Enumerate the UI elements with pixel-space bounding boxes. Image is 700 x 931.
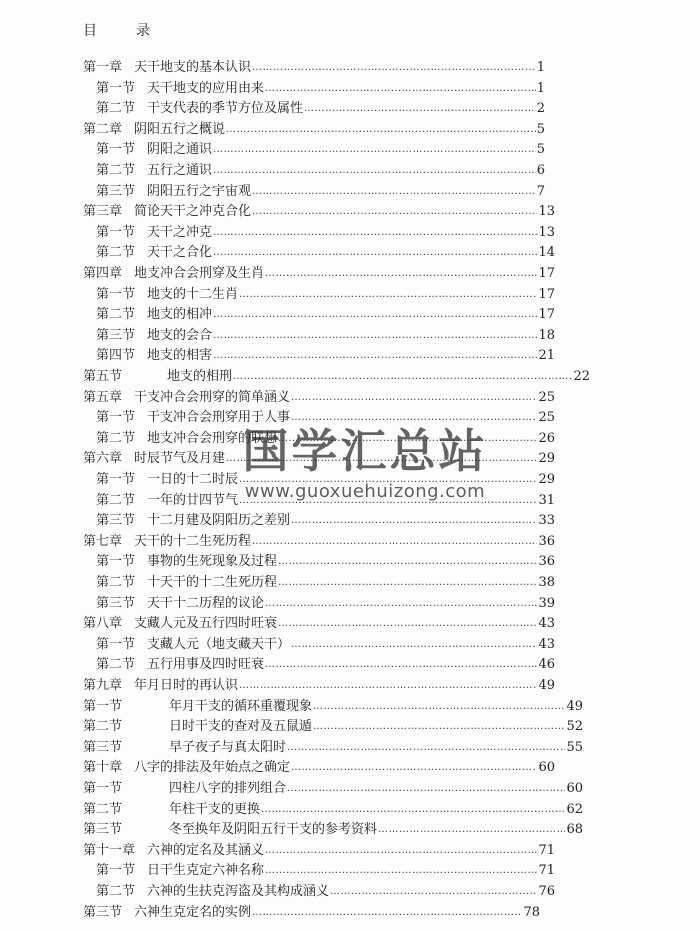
toc-entry-label bbox=[83, 779, 286, 799]
toc-entry-number: 第二节 bbox=[96, 884, 136, 899]
toc-leader-dots bbox=[213, 243, 537, 263]
toc-entry[interactable] bbox=[96, 573, 555, 593]
toc-entry-title: 时辰节气及月建 bbox=[134, 451, 226, 466]
toc-entry-title: 年月干支的循环重覆现象 bbox=[169, 699, 313, 714]
toc-entry-number: 第二节 bbox=[96, 307, 136, 322]
toc-leader-dots bbox=[265, 594, 537, 614]
toc-entry-page: 55 bbox=[566, 740, 583, 755]
watermark-url: www.guoxuehuizong.com bbox=[244, 481, 486, 502]
toc-entry[interactable] bbox=[96, 511, 555, 531]
toc-entry-title: 地支冲合会刑穿的联想 bbox=[147, 431, 278, 446]
toc-entry-page: 46 bbox=[538, 657, 555, 672]
toc-entry-title: 支藏人元（地支藏天干） bbox=[147, 637, 291, 652]
toc-entry-label bbox=[96, 99, 303, 119]
toc-entry[interactable] bbox=[96, 408, 555, 428]
toc-entry-label bbox=[83, 841, 264, 861]
toc-entry-page: 17 bbox=[538, 307, 555, 322]
toc-leader-dots bbox=[265, 841, 537, 861]
toc-entry[interactable] bbox=[83, 697, 583, 717]
toc-entry-number: 第一节 bbox=[96, 81, 136, 96]
toc-entry-title: 六神的定名及其涵义 bbox=[147, 843, 265, 858]
toc-entry-label bbox=[96, 305, 212, 325]
toc-entry-page: 25 bbox=[538, 390, 555, 405]
toc-entry[interactable] bbox=[83, 903, 540, 923]
toc-leader-dots bbox=[226, 120, 536, 140]
toc-entry-title: 天干的十二生死历程 bbox=[134, 534, 252, 549]
toc-entry-page: 2 bbox=[536, 101, 545, 116]
toc-entry-page: 1 bbox=[536, 81, 545, 96]
toc-entry-title: 四柱八字的排列组合 bbox=[169, 781, 287, 796]
toc-entry-label bbox=[96, 511, 290, 531]
toc-entry-label bbox=[83, 58, 251, 78]
toc-entry-label bbox=[83, 717, 312, 737]
toc-entry[interactable] bbox=[96, 882, 555, 902]
toc-leader-dots bbox=[252, 182, 536, 202]
toc-entry-number: 第一节 bbox=[96, 142, 136, 157]
toc-leader-dots bbox=[330, 882, 537, 902]
toc-entry-page: 14 bbox=[538, 245, 555, 260]
toc-entry-number: 第二节 bbox=[96, 245, 136, 260]
toc-entry-label bbox=[83, 264, 264, 284]
toc-entry[interactable] bbox=[96, 346, 555, 366]
toc-entry-label bbox=[83, 903, 251, 923]
toc-entry-label bbox=[83, 202, 251, 222]
toc-entry-page: 36 bbox=[538, 554, 555, 569]
toc-entry[interactable] bbox=[96, 99, 545, 119]
toc-entry-label bbox=[83, 120, 225, 140]
toc-entry-number: 第三节 bbox=[96, 328, 136, 343]
toc-entry-title: 早子夜子与真太阳时 bbox=[169, 740, 287, 755]
toc-heading bbox=[83, 20, 151, 40]
toc-entry-page: 29 bbox=[538, 451, 555, 466]
toc-entry[interactable] bbox=[96, 552, 555, 572]
toc-leader-dots bbox=[252, 202, 537, 222]
toc-entry-title: 一日的十二时辰 bbox=[147, 472, 239, 487]
toc-entry-number: 第十章 bbox=[83, 760, 123, 775]
toc-entry-number: 第一节 bbox=[96, 410, 136, 425]
toc-entry-page: 13 bbox=[538, 225, 555, 240]
toc-entry-number: 第三节 bbox=[96, 513, 136, 528]
toc-entry-title: 天干地支的应用由来 bbox=[147, 81, 265, 96]
toc-entry-number: 第三节 bbox=[96, 596, 136, 611]
toc-entry[interactable] bbox=[83, 717, 583, 737]
toc-entry-label bbox=[83, 800, 260, 820]
toc-entry-page: 71 bbox=[538, 843, 555, 858]
toc-entry-label bbox=[96, 470, 238, 490]
toc-entry-label bbox=[83, 820, 377, 840]
toc-entry-label bbox=[83, 614, 277, 634]
toc-entry-title: 冬至换年及阴阳五行干支的参考资料 bbox=[169, 822, 378, 837]
toc-entry[interactable] bbox=[83, 202, 555, 222]
toc-leader-dots bbox=[252, 903, 522, 923]
toc-leader-dots bbox=[313, 717, 565, 737]
toc-entry[interactable] bbox=[96, 223, 555, 243]
toc-entry-number: 第六章 bbox=[83, 451, 123, 466]
toc-leader-dots bbox=[213, 346, 537, 366]
toc-entry[interactable] bbox=[83, 841, 555, 861]
toc-entry-title: 十天干的十二生死历程 bbox=[147, 575, 278, 590]
toc-entry-number: 第二节 bbox=[83, 802, 123, 817]
toc-entry-title: 年柱干支的更换 bbox=[169, 802, 261, 817]
toc-entry-page: 49 bbox=[566, 699, 583, 714]
toc-entry-page: 26 bbox=[538, 431, 555, 446]
toc-entry-label bbox=[83, 388, 290, 408]
toc-entry-page: 39 bbox=[538, 596, 555, 611]
toc-entry[interactable] bbox=[96, 326, 555, 346]
toc-entry[interactable] bbox=[96, 429, 555, 449]
toc-leader-dots bbox=[239, 676, 537, 696]
toc-entry-title: 日时干支的查对及五鼠遁 bbox=[169, 719, 313, 734]
toc-leader-dots bbox=[265, 655, 537, 675]
toc-entry-title: 日干生克定六神名称 bbox=[147, 863, 265, 878]
toc-leader-dots bbox=[287, 738, 565, 758]
toc-entry[interactable] bbox=[96, 79, 545, 99]
toc-entry-page: 1 bbox=[536, 60, 545, 75]
toc-leader-dots bbox=[252, 532, 537, 552]
toc-leader-dots bbox=[213, 326, 537, 346]
toc-entry-number: 第二节 bbox=[96, 493, 136, 508]
toc-entry-number: 第一节 bbox=[96, 225, 136, 240]
toc-entry-label bbox=[96, 573, 277, 593]
toc-entry-title: 简论天干之冲克合化 bbox=[134, 204, 252, 219]
toc-entry-label bbox=[96, 161, 212, 181]
toc-entry[interactable] bbox=[83, 449, 555, 469]
toc-entry[interactable] bbox=[96, 594, 555, 614]
toc-entry-page: 5 bbox=[536, 122, 545, 137]
toc-entry-label bbox=[83, 449, 225, 469]
toc-entry-label bbox=[83, 367, 232, 387]
toc-entry-number: 第一节 bbox=[96, 554, 136, 569]
toc-entry-page: 7 bbox=[536, 184, 545, 199]
toc-entry-number: 第七章 bbox=[83, 534, 123, 549]
toc-leader-dots bbox=[265, 861, 537, 881]
toc-entry-title: 十二月建及阴阳历之差别 bbox=[147, 513, 291, 528]
toc-entry-title: 干支冲合会刑穿的简单涵义 bbox=[134, 390, 291, 405]
toc-entry-title: 事物的生死现象及过程 bbox=[147, 554, 278, 569]
toc-entry-number: 第二节 bbox=[96, 657, 136, 672]
toc-entry-number: 第二节 bbox=[83, 719, 123, 734]
toc-entry-title: 五行用事及四时旺衰 bbox=[147, 657, 265, 672]
toc-entry-page: 13 bbox=[538, 204, 555, 219]
toc-leader-dots bbox=[291, 388, 537, 408]
toc-entry-number: 第一节 bbox=[83, 699, 123, 714]
toc-entry-number: 第一节 bbox=[96, 863, 136, 878]
toc-entry[interactable] bbox=[96, 182, 545, 202]
toc-leader-dots bbox=[291, 408, 537, 428]
toc-entry-title: 地支的相害 bbox=[147, 348, 213, 363]
toc-entry[interactable] bbox=[96, 243, 555, 263]
toc-entry-page: 43 bbox=[538, 616, 555, 631]
toc-entry-number: 第三节 bbox=[83, 905, 123, 920]
toc-entry[interactable] bbox=[83, 758, 555, 778]
toc-leader-dots bbox=[239, 285, 537, 305]
toc-leader-dots bbox=[239, 470, 537, 490]
toc-leader-dots bbox=[304, 99, 536, 119]
toc-entry-number: 第五章 bbox=[83, 390, 123, 405]
toc-leader-dots bbox=[265, 79, 536, 99]
toc-entry-number: 第一节 bbox=[96, 637, 136, 652]
toc-entry[interactable] bbox=[83, 532, 555, 552]
toc-entry-title: 天干之冲克 bbox=[147, 225, 213, 240]
toc-entry-title: 八字的排法及年始点之确定 bbox=[134, 760, 291, 775]
toc-entry-page: 17 bbox=[538, 287, 555, 302]
toc-entry-page: 36 bbox=[538, 534, 555, 549]
toc-entry[interactable] bbox=[96, 861, 555, 881]
toc-entry-label bbox=[96, 552, 277, 572]
toc-leader-dots bbox=[213, 305, 537, 325]
toc-entry-label bbox=[96, 655, 264, 675]
toc-entry[interactable] bbox=[96, 470, 555, 490]
toc-entry-title: 五行之通识 bbox=[147, 163, 213, 178]
toc-leader-dots bbox=[291, 635, 537, 655]
toc-leader-dots bbox=[239, 491, 537, 511]
toc-entry-label bbox=[96, 346, 212, 366]
toc-entry-page: 52 bbox=[566, 719, 583, 734]
toc-leader-dots bbox=[291, 758, 537, 778]
toc-entry-number: 第二节 bbox=[96, 575, 136, 590]
toc-entry-number: 第二章 bbox=[83, 122, 123, 137]
toc-entry-label bbox=[96, 408, 290, 428]
toc-leader-dots bbox=[287, 779, 565, 799]
toc-entry-page: 17 bbox=[538, 266, 555, 281]
toc-entry-title: 阴阳五行之概说 bbox=[134, 122, 226, 137]
toc-entry-number: 第八章 bbox=[83, 616, 123, 631]
toc-leader-dots bbox=[291, 511, 537, 531]
toc-entry[interactable] bbox=[83, 800, 583, 820]
toc-entry-title: 一年的廿四节气 bbox=[147, 493, 239, 508]
toc-entry-page: 33 bbox=[538, 513, 555, 528]
toc-entry-number: 第三节 bbox=[83, 740, 123, 755]
toc-entry[interactable] bbox=[83, 367, 590, 387]
toc-leader-dots bbox=[378, 820, 565, 840]
toc-entry[interactable] bbox=[96, 655, 555, 675]
toc-entry-label bbox=[83, 738, 286, 758]
toc-entry[interactable] bbox=[83, 820, 583, 840]
toc-leader-dots bbox=[278, 552, 537, 572]
toc-leader-dots bbox=[213, 161, 536, 181]
toc-entry[interactable] bbox=[96, 161, 545, 181]
toc-entry-page: 62 bbox=[566, 802, 583, 817]
toc-entry-label bbox=[96, 182, 251, 202]
toc-leader-dots bbox=[265, 264, 537, 284]
toc-entry-title: 阴阳之通识 bbox=[147, 142, 213, 157]
toc-leader-dots bbox=[278, 429, 537, 449]
toc-entry-number: 第九章 bbox=[83, 678, 123, 693]
toc-entry-page: 76 bbox=[538, 884, 555, 899]
toc-heading-part1: 目 bbox=[83, 23, 98, 39]
toc-entry[interactable] bbox=[83, 738, 583, 758]
toc-leader-dots bbox=[278, 614, 537, 634]
toc-entry-label bbox=[96, 223, 212, 243]
toc-entry-title: 干支代表的季节方位及属性 bbox=[147, 101, 304, 116]
toc-entry[interactable] bbox=[83, 614, 555, 634]
toc-entry-number: 第四节 bbox=[96, 348, 136, 363]
toc-entry-label bbox=[83, 532, 251, 552]
toc-entry-page: 43 bbox=[538, 637, 555, 652]
toc-leader-dots bbox=[213, 223, 537, 243]
toc-entry-label bbox=[83, 758, 290, 778]
toc-entry[interactable] bbox=[96, 305, 555, 325]
toc-leader-dots bbox=[226, 449, 537, 469]
toc-entry-title: 年月日时的再认识 bbox=[134, 678, 239, 693]
toc-entry-page: 5 bbox=[536, 142, 545, 157]
toc-leader-dots bbox=[213, 140, 536, 160]
toc-entry-title: 干支冲合会刑穿用于人事 bbox=[147, 410, 291, 425]
toc-entry[interactable] bbox=[96, 635, 555, 655]
toc-entry[interactable] bbox=[96, 491, 555, 511]
toc-entry[interactable] bbox=[83, 388, 555, 408]
toc-entry-number: 第一节 bbox=[96, 472, 136, 487]
toc-entry-number: 第五节 bbox=[83, 369, 123, 384]
toc-entry-title: 地支冲合会刑穿及生肖 bbox=[134, 266, 265, 281]
toc-entry-page: 6 bbox=[536, 163, 545, 178]
toc-entry-label bbox=[96, 79, 264, 99]
toc-entry-page: 68 bbox=[566, 822, 583, 837]
toc-entry-number: 第一节 bbox=[96, 287, 136, 302]
toc-entry-page: 60 bbox=[538, 760, 555, 775]
toc-entry[interactable] bbox=[96, 285, 555, 305]
toc-leader-dots bbox=[252, 58, 536, 78]
toc-entry-label bbox=[96, 861, 264, 881]
toc-entry-number: 第一章 bbox=[83, 60, 123, 75]
toc-entry-label bbox=[96, 882, 329, 902]
toc-entry[interactable] bbox=[96, 140, 545, 160]
toc-entry[interactable] bbox=[83, 779, 583, 799]
toc-entry-number: 第三章 bbox=[83, 204, 123, 219]
toc-entry-number: 第二节 bbox=[96, 101, 136, 116]
toc-entry-page: 29 bbox=[538, 472, 555, 487]
toc-entry-page: 21 bbox=[538, 348, 555, 363]
toc-entry-label bbox=[96, 243, 212, 263]
toc-entry-page: 22 bbox=[573, 369, 590, 384]
toc-entry[interactable] bbox=[83, 676, 555, 696]
toc-entry-label bbox=[96, 429, 277, 449]
toc-entry-number: 第三节 bbox=[96, 184, 136, 199]
toc-entry-title: 天干十二历程的议论 bbox=[147, 596, 265, 611]
toc-entry-title: 六神生克定名的实例 bbox=[134, 905, 252, 920]
toc-entry-number: 第四章 bbox=[83, 266, 123, 281]
toc-entry-number: 第二节 bbox=[96, 431, 136, 446]
toc-entry[interactable] bbox=[83, 264, 555, 284]
toc-entry-label bbox=[96, 594, 264, 614]
toc-entry-label bbox=[96, 140, 212, 160]
toc-entry-page: 31 bbox=[538, 493, 555, 508]
toc-entry-title: 地支的会合 bbox=[147, 328, 213, 343]
toc-leader-dots bbox=[278, 573, 537, 593]
toc-entry-title: 支藏人元及五行四时旺衰 bbox=[134, 616, 278, 631]
toc-heading-part2: 录 bbox=[136, 23, 151, 39]
toc-entry[interactable] bbox=[83, 58, 545, 78]
toc-entry-title: 地支的相刑 bbox=[167, 369, 233, 384]
toc-entry-title: 阴阳五行之宇宙观 bbox=[147, 184, 252, 199]
toc-entry-number: 第十一章 bbox=[83, 843, 136, 858]
toc-leader-dots bbox=[233, 367, 572, 387]
toc-entry-page: 71 bbox=[538, 863, 555, 878]
toc-entry-title: 六神的生扶克泻盗及其构成涵义 bbox=[147, 884, 330, 899]
toc-entry-number: 第一节 bbox=[83, 781, 123, 796]
toc-entry-label bbox=[83, 697, 312, 717]
toc-entry-title: 天干之合化 bbox=[147, 245, 213, 260]
watermark-text: 国学汇总站 bbox=[242, 424, 488, 478]
toc-entry-page: 25 bbox=[538, 410, 555, 425]
toc-entry-title: 地支的相冲 bbox=[147, 307, 213, 322]
toc-entry-page: 49 bbox=[538, 678, 555, 693]
toc-entry-title: 天干地支的基本认识 bbox=[134, 60, 252, 75]
toc-entry-label bbox=[96, 635, 290, 655]
toc-entry-label bbox=[96, 326, 212, 346]
toc-entry-label bbox=[83, 676, 238, 696]
toc-entry-page: 60 bbox=[566, 781, 583, 796]
toc-entry-number: 第三节 bbox=[83, 822, 123, 837]
toc-entry-page: 18 bbox=[538, 328, 555, 343]
toc-leader-dots bbox=[313, 697, 565, 717]
toc-entry-label bbox=[96, 491, 238, 511]
toc-entry-number: 第二节 bbox=[96, 163, 136, 178]
toc-entry-page: 38 bbox=[538, 575, 555, 590]
toc-entry[interactable] bbox=[83, 120, 545, 140]
toc-leader-dots bbox=[261, 800, 565, 820]
toc-entry-title: 地支的十二生肖 bbox=[147, 287, 239, 302]
toc-entry-label bbox=[96, 285, 238, 305]
toc-entry-page: 78 bbox=[523, 905, 540, 920]
